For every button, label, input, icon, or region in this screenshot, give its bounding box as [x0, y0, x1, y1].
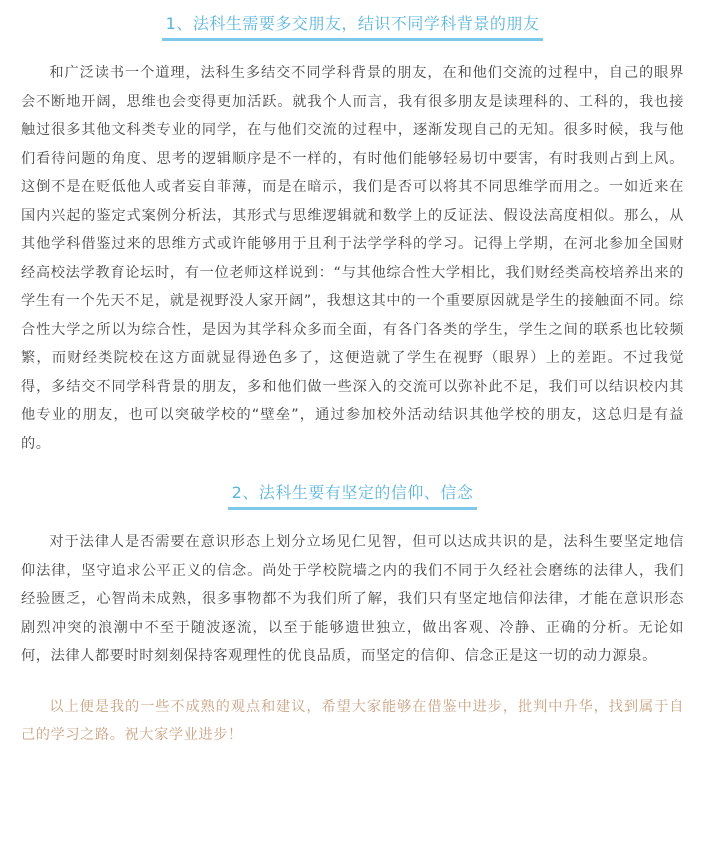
closing-paragraph: 以上便是我的一些不成熟的观点和建议，希望大家能够在借鉴中进步，批判中升华，找到属于自己的学习之路。祝大家学业进步！ — [21, 698, 684, 743]
section-2-title: 2、法科生要有坚定的信仰、信念 — [228, 482, 478, 510]
section-1-heading — [21, 0, 684, 41]
section-1-title: 1、法科生需要多交朋友，结识不同学科背景的朋友 — [162, 13, 544, 41]
section-2-paragraph: 对于法律人是否需要在意识形态上划分立场见仁见智，但可以达成共识的是，法科生要坚定地信仰法律，坚守追求公平正义的信念。尚处于学校院墙之内的我们不同于久经社会磨练的法律人，我们经验匮乏，心智尚未成熟，很多事物都不为我们所了解，我们只有坚定地信仰法律，才能在意识形态剧烈冲突的浪潮中不至于随波逐流，以至于能够遗世独立，做出客观、冷静、正确的分析。无论如何，法律人都要时时刻刻保持客观理性的优良品质，而坚定的信仰、信念正是这一切的动力源泉。 — [21, 534, 684, 664]
section-2-heading — [21, 482, 684, 510]
section-1-paragraph: 和广泛读书一个道理，法科生多结交不同学科背景的朋友，在和他们交流的过程中，自己的眼界会不断地开阔，思维也会变得更加活跃。就我个人而言，我有很多朋友是读理科的、工科的，我也接触过很多其他文科类专业的同学，在与他们交流的过程中，逐渐发现自己的无知。很多时候，我与他们看待问题的角度、思考的逻辑顺序是不一样的，有时他们能够轻易切中要害，有时我则占到上风。这倒不是在贬低他人或者妄自菲薄，而是在暗示，我们是否可以将其不同思维学而用之。一如近来在国内兴起的鉴定式案例分析法，其形式与思维逻辑就和数学上的反证法、假设法高度相似。那么，从其他学科借鉴过来的思维方式或许能够用于且利于法学学科的学习。记得上学期，在河北参加全国财经高校法学教育论坛时，有一位老师这样说到：“与其他综合性大学相比，我们财经类高校培养出来的学生有一个先天不足，就是视野没人家开阔”，我想这其中的一个重要原因就是学生的接触面不同。综合性大学之所以为综合性，是因为其学科众多而全面，有各门各类的学生，学生之间的联系也比较频繁，而财经类院校在这方面就显得逊色多了，这便造就了学生在视野（眼界）上的差距。不过我觉得，多结交不同学科背景的朋友，多和他们做一些深入的交流可以弥补此不足，我们可以结识校内其他专业的朋友，也可以突破学校的“壁垒”，通过参加校外活动结识其他学校的朋友，这总归是有益的。 — [21, 65, 684, 452]
